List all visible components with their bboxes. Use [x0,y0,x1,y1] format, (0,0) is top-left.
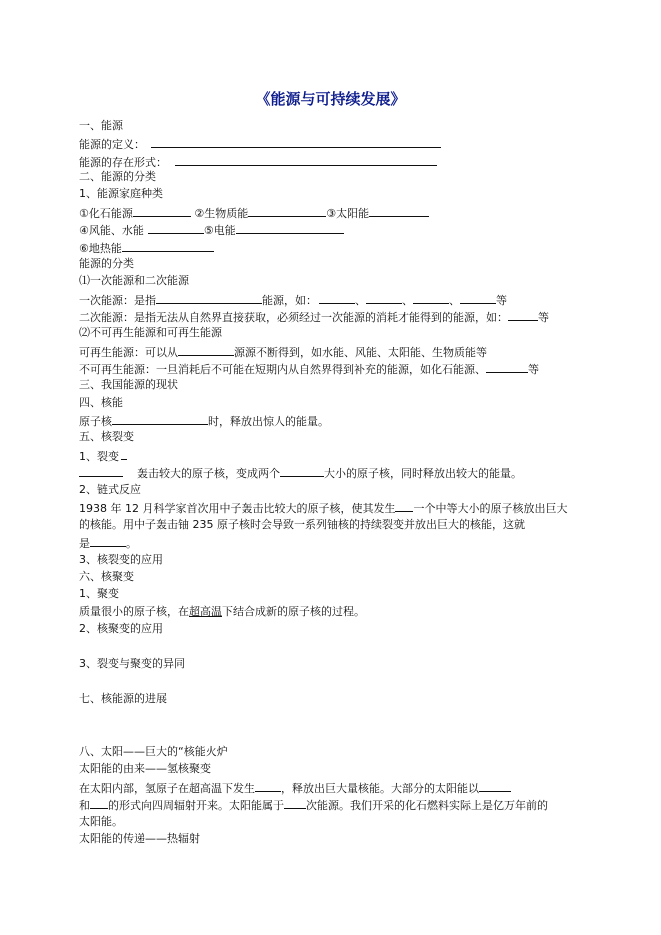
text: 等 [538,311,549,324]
blank [122,240,214,252]
text: 轰击较大的原子核，变成两个 [137,467,280,480]
blank [79,465,123,477]
blank [248,205,326,217]
blank [112,413,208,425]
text: 是 [79,537,90,550]
existence-label: 能源的存在形式： [79,156,167,169]
text: 等 [528,363,539,376]
text: 可再生能源：可以从 [79,346,178,359]
chain-reaction-heading: 2、链式反应 [79,483,141,496]
blank [236,222,344,234]
text: 在太阳内部，氢原子在超高温下发生 [79,782,255,795]
blank [369,205,429,217]
blank [366,292,402,304]
blank [90,535,126,547]
secondary-energy-line [79,309,549,325]
biomass-energy-label: ②生物质能 [194,207,249,220]
text: 大小的原子核，同时释放出较大的能量。 [324,467,522,480]
chain-reaction-line-2: 的核能。用中子轰击铀 235 原子核时会导致一系列铀核的持续裂变并放出巨大的核能，这就 [79,518,525,531]
text: 时，释放出惊人的能量。 [208,415,329,428]
text: 1、裂变 [79,450,119,463]
text: 、 [402,294,413,307]
section-8-heading: 八、太阳——巨大的“核能火炉 [79,745,228,758]
section-2-heading: 二、能源的分类 [79,170,156,183]
fission-line [79,465,522,481]
fusion-line [79,605,365,619]
nonrenewable-energy-line [79,361,539,377]
section-5-heading: 五、核裂变 [79,430,134,443]
section-7-heading: 七、核能源的进展 [79,692,167,705]
energy-definition-line [79,136,441,152]
blank [486,361,528,373]
section-3-heading: 三、我国能源的现状 [79,378,178,391]
electric-energy-label: ⑤电能 [203,224,236,237]
solar-origin-line: 太阳能的由来——氢核聚变 [79,762,211,775]
blank [90,797,108,809]
fossil-energy-label: ①化石能源 [79,207,133,220]
energy-family-row-1 [79,205,429,221]
fusion-application-heading: 2、核聚变的应用 [79,622,163,635]
fission-fusion-compare-heading: 3、裂变与聚变的异同 [79,657,185,670]
blank [479,780,511,792]
blank [148,222,204,234]
fusion-heading: 1、聚变 [79,587,119,600]
blank [395,500,413,512]
sun-line-2 [79,797,548,813]
underlined-term: 超高温 [189,605,222,618]
energy-existence-line [79,154,437,170]
text: 1938 年 12 月科学家首次用中子轰击比较大的原子核，使其发生 [79,502,396,515]
blank [319,292,355,304]
text: 、 [449,294,460,307]
classification-heading: 能源的分类 [79,257,134,270]
fission-heading [79,448,127,464]
section-6-heading: 六、核聚变 [79,570,134,583]
solar-energy-label: ③太阳能 [326,207,370,220]
text: 次能源。我们开采的化石燃料实际上是亿万年前的 [306,799,548,812]
text: ，释放出巨大量核能。大部分的太阳能以 [281,782,479,795]
section-1-heading: 一、能源 [79,119,123,132]
sun-line-1 [79,780,511,796]
text: 一次能源：是指 [79,294,156,307]
nucleus-line [79,413,329,429]
text: 二次能源：是指无法从自然界直接获取，必须经过一次能源的消耗才能得到的能源，如： [79,311,508,324]
blank [413,292,449,304]
text: 和 [79,799,90,812]
blank [133,205,191,217]
blank [460,292,496,304]
blank [121,448,127,460]
energy-family-row-3 [79,240,214,256]
blank [255,780,281,792]
primary-energy-line [79,292,507,308]
energy-family-row-2 [79,222,344,238]
fission-application-heading: 3、核裂变的应用 [79,553,163,566]
blank [284,797,306,809]
wind-water-label: ④风能、水能 [79,224,144,237]
text: 下结合成新的原子核的过程。 [222,605,365,618]
sun-line-3: 太阳能。 [79,815,123,828]
text: 、 [355,294,366,307]
existence-blank [175,154,437,166]
definition-blank [151,136,441,148]
blank [156,292,262,304]
section-4-heading: 四、核能 [79,396,123,409]
text: 。 [126,537,137,550]
definition-label: 能源的定义： [79,138,145,151]
energy-family-heading: 1、能源家庭种类 [79,187,163,200]
page-title: 《能源与可持续发展》 [255,90,406,108]
chain-reaction-line-3 [79,535,137,551]
renewable-energy-line [79,344,487,360]
renewable-subheading: ⑵不可再生能源和可再生能源 [79,326,222,339]
solar-transfer-line: 太阳能的传递——热辐射 [79,832,200,845]
text: 等 [496,294,507,307]
primary-secondary-subheading: ⑴一次能源和二次能源 [79,274,189,287]
blank [508,309,538,321]
text: 的形式向四周辐射开来。太阳能属于 [108,799,284,812]
text: 质量很小的原子核，在 [79,605,189,618]
text: 能源，如： [262,294,317,307]
blank [280,465,324,477]
blank [178,344,234,356]
text: 原子核 [79,415,112,428]
geothermal-label: ⑥地热能 [79,242,122,255]
text: 一个中等大小的原子核放出巨大 [413,502,568,515]
chain-reaction-line-1 [79,500,567,516]
text: 不可再生能源：一旦消耗后不可能在短期内从自然界得到补充的能源，如化石能源、 [79,363,486,376]
text: 源源不断得到，如水能、风能、太阳能、生物质能等 [234,346,487,359]
